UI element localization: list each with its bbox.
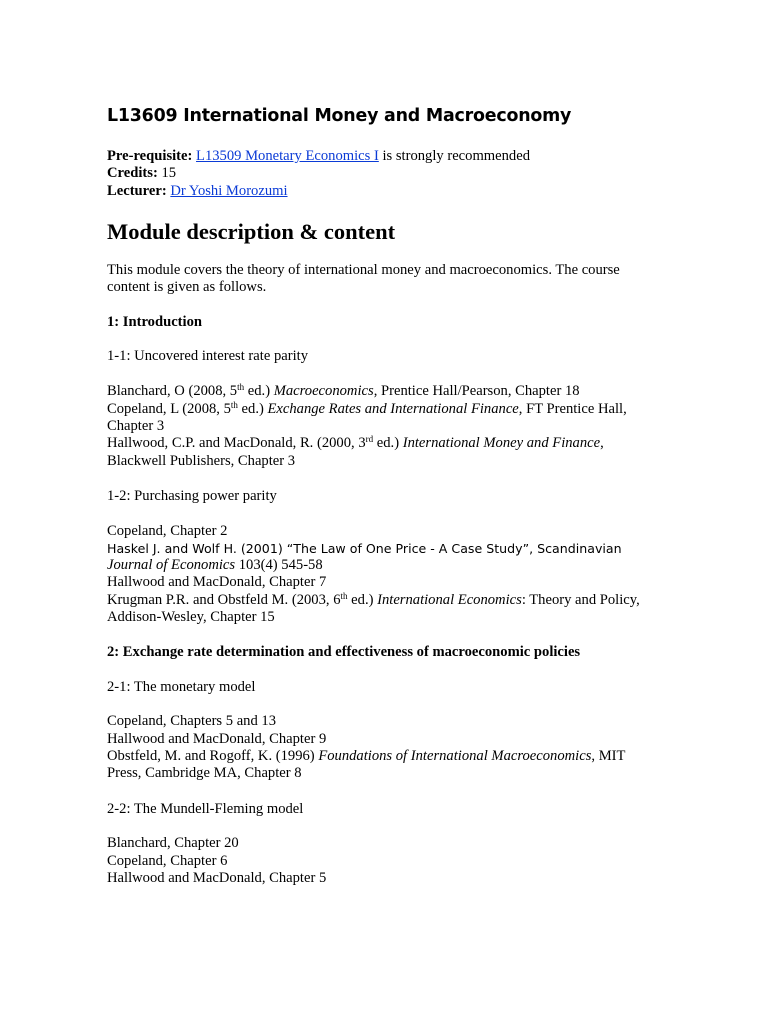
reference-line: Blackwell Publishers, Chapter 3 — [107, 453, 296, 469]
credits-line — [107, 165, 176, 182]
reference-line: Hallwood and MacDonald, Chapter 9 — [107, 731, 327, 747]
reference-line: Copeland, L (2008, 5th ed.) Exchange Rates and International Finance, FT Prentice Hall, — [107, 400, 627, 417]
reference-line: Haskel J. and Wolf H. (2001) “The Law of One Price - A Case Study”, Scandinavian — [107, 541, 622, 556]
reference-line: Obstfeld, M. and Rogoff, K. (1996) Foundations of International Macroeconomics, MIT — [107, 748, 626, 764]
page-title: L13609 International Money and Macroeconomy — [107, 106, 572, 126]
reference-line: Copeland, Chapters 5 and 13 — [107, 713, 277, 729]
section-1-heading: 1: Introduction — [107, 314, 203, 330]
prerequisite-label: Pre-requisite: — [107, 148, 193, 164]
reference-line: Blanchard, O (2008, 5th ed.) Macroeconomics, Prentice Hall/Pearson, Chapter 18 — [107, 382, 580, 399]
reference-line: Chapter 3 — [107, 418, 165, 434]
reference-line: Addison-Wesley, Chapter 15 — [107, 609, 275, 625]
topic-1-2-title: 1-2: Purchasing power parity — [107, 488, 277, 504]
topic-2-1-title: 2-1: The monetary model — [107, 679, 256, 695]
reference-line: Hallwood and MacDonald, Chapter 7 — [107, 574, 327, 590]
reference-line: Press, Cambridge MA, Chapter 8 — [107, 765, 302, 781]
prerequisite-note: is strongly recommended — [378, 148, 531, 164]
topic-1-1-title: 1-1: Uncovered interest rate parity — [107, 348, 308, 364]
intro-line-2: content is given as follows. — [107, 279, 267, 295]
lecturer-label: Lecturer: — [107, 183, 167, 199]
intro-line-1: This module covers the theory of international money and macroeconomics. The course — [107, 262, 620, 278]
section-2-heading: 2: Exchange rate determination and effectiveness of macroeconomic policies — [107, 644, 581, 660]
prerequisite-link[interactable]: L13509 Monetary Economics I — [196, 148, 379, 164]
reference-line: Krugman P.R. and Obstfeld M. (2003, 6th ed.) International Economics: Theory and Policy, — [107, 591, 640, 608]
reference-line: Copeland, Chapter 2 — [107, 523, 228, 539]
reference-line: Hallwood and MacDonald, Chapter 5 — [107, 870, 327, 886]
credits-label: Credits: — [107, 165, 158, 181]
reference-line: Journal of Economics 103(4) 545-58 — [107, 557, 323, 573]
lecturer-link[interactable]: Dr Yoshi Morozumi — [170, 183, 288, 199]
section-heading: Module description & content — [107, 219, 396, 244]
reference-line: Copeland, Chapter 6 — [107, 853, 228, 869]
reference-line: Blanchard, Chapter 20 — [107, 835, 239, 851]
credits-value: 15 — [157, 165, 177, 181]
prerequisite-line — [107, 148, 530, 165]
topic-2-2-title: 2-2: The Mundell-Fleming model — [107, 801, 304, 817]
lecturer-line — [107, 183, 288, 200]
reference-line: Hallwood, C.P. and MacDonald, R. (2000, 3rd ed.) International Money and Finance, — [107, 434, 604, 451]
